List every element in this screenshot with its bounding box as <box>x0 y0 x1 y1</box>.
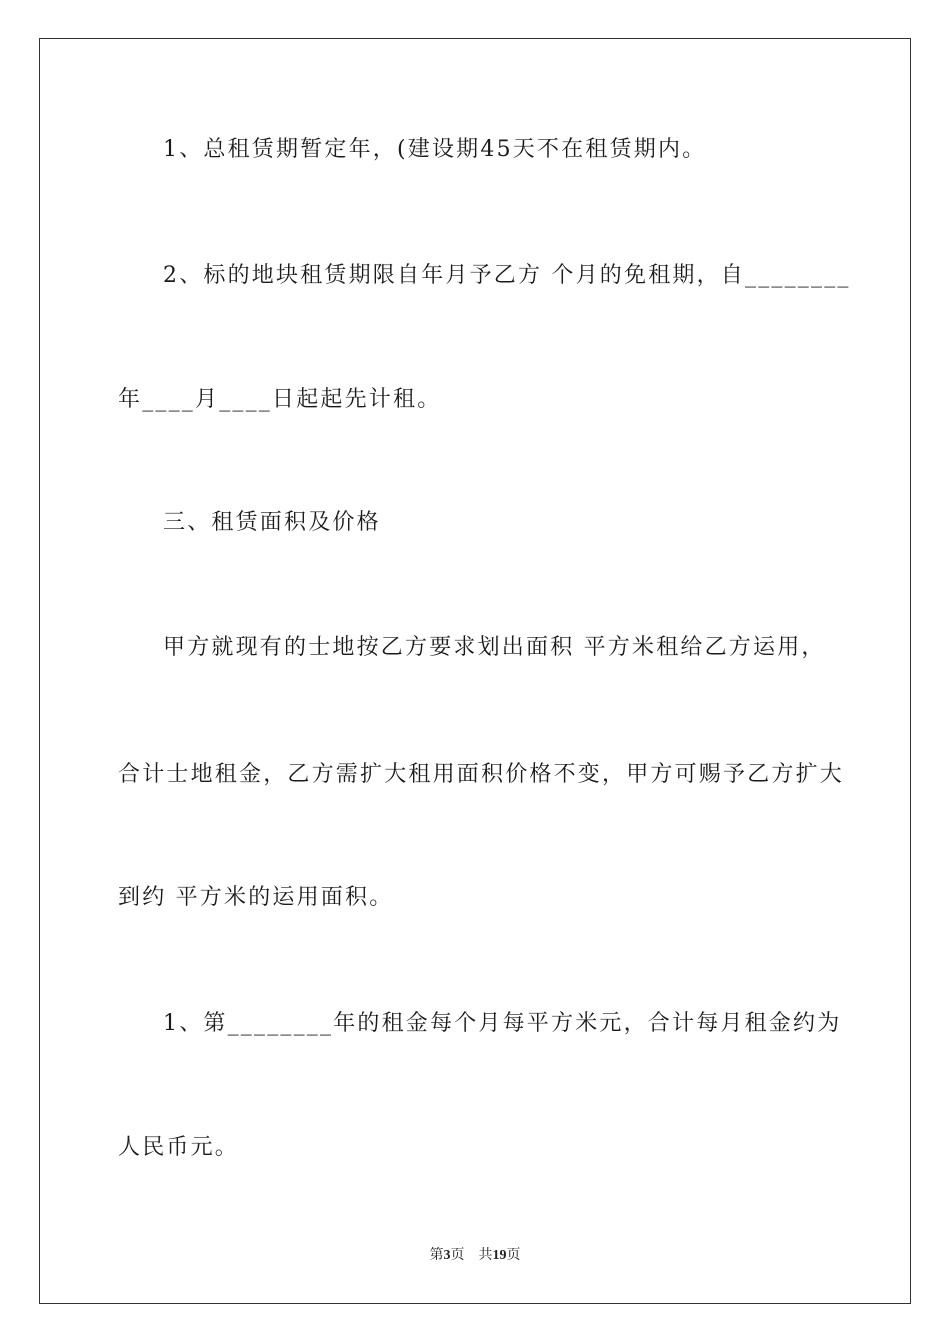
page-suffix: 页 <box>450 1248 465 1263</box>
page-border <box>39 38 911 1304</box>
rent-clause-text: 1、第________年的租金每个月每平方米元，合计每月租金约为 <box>163 1011 842 1036</box>
page-number: 3 <box>443 1248 451 1263</box>
clause-2-continuation-text: 年____月____日起起先计租。 <box>118 387 442 412</box>
page-footer <box>0 1246 950 1266</box>
page-prefix: 第 <box>429 1248 444 1263</box>
section-3-heading: 三、租赁面积及价格 <box>163 510 381 535</box>
clause-1-term-text: 1、总租赁期暂定年，(建设期45天不在租赁期内。 <box>163 137 707 162</box>
total-suffix: 页 <box>506 1248 521 1263</box>
area-paragraph-end: 到约 平方米的运用面积。 <box>118 885 394 910</box>
area-paragraph-continuation: 合计士地租金，乙方需扩大租用面积价格不变，甲方可赐予乙方扩大 <box>118 762 845 787</box>
area-paragraph-text: 甲方就现有的士地按乙方要求划出面积 平方米租给乙方运用， <box>163 635 826 660</box>
total-prefix: 共 <box>478 1248 493 1263</box>
rent-clause-continuation: 人民币元。 <box>118 1135 240 1160</box>
page-total: 19 <box>492 1248 507 1263</box>
clause-2-term-text: 2、标的地块租赁期限自年月予乙方 个月的免租期，自________ <box>163 263 851 288</box>
